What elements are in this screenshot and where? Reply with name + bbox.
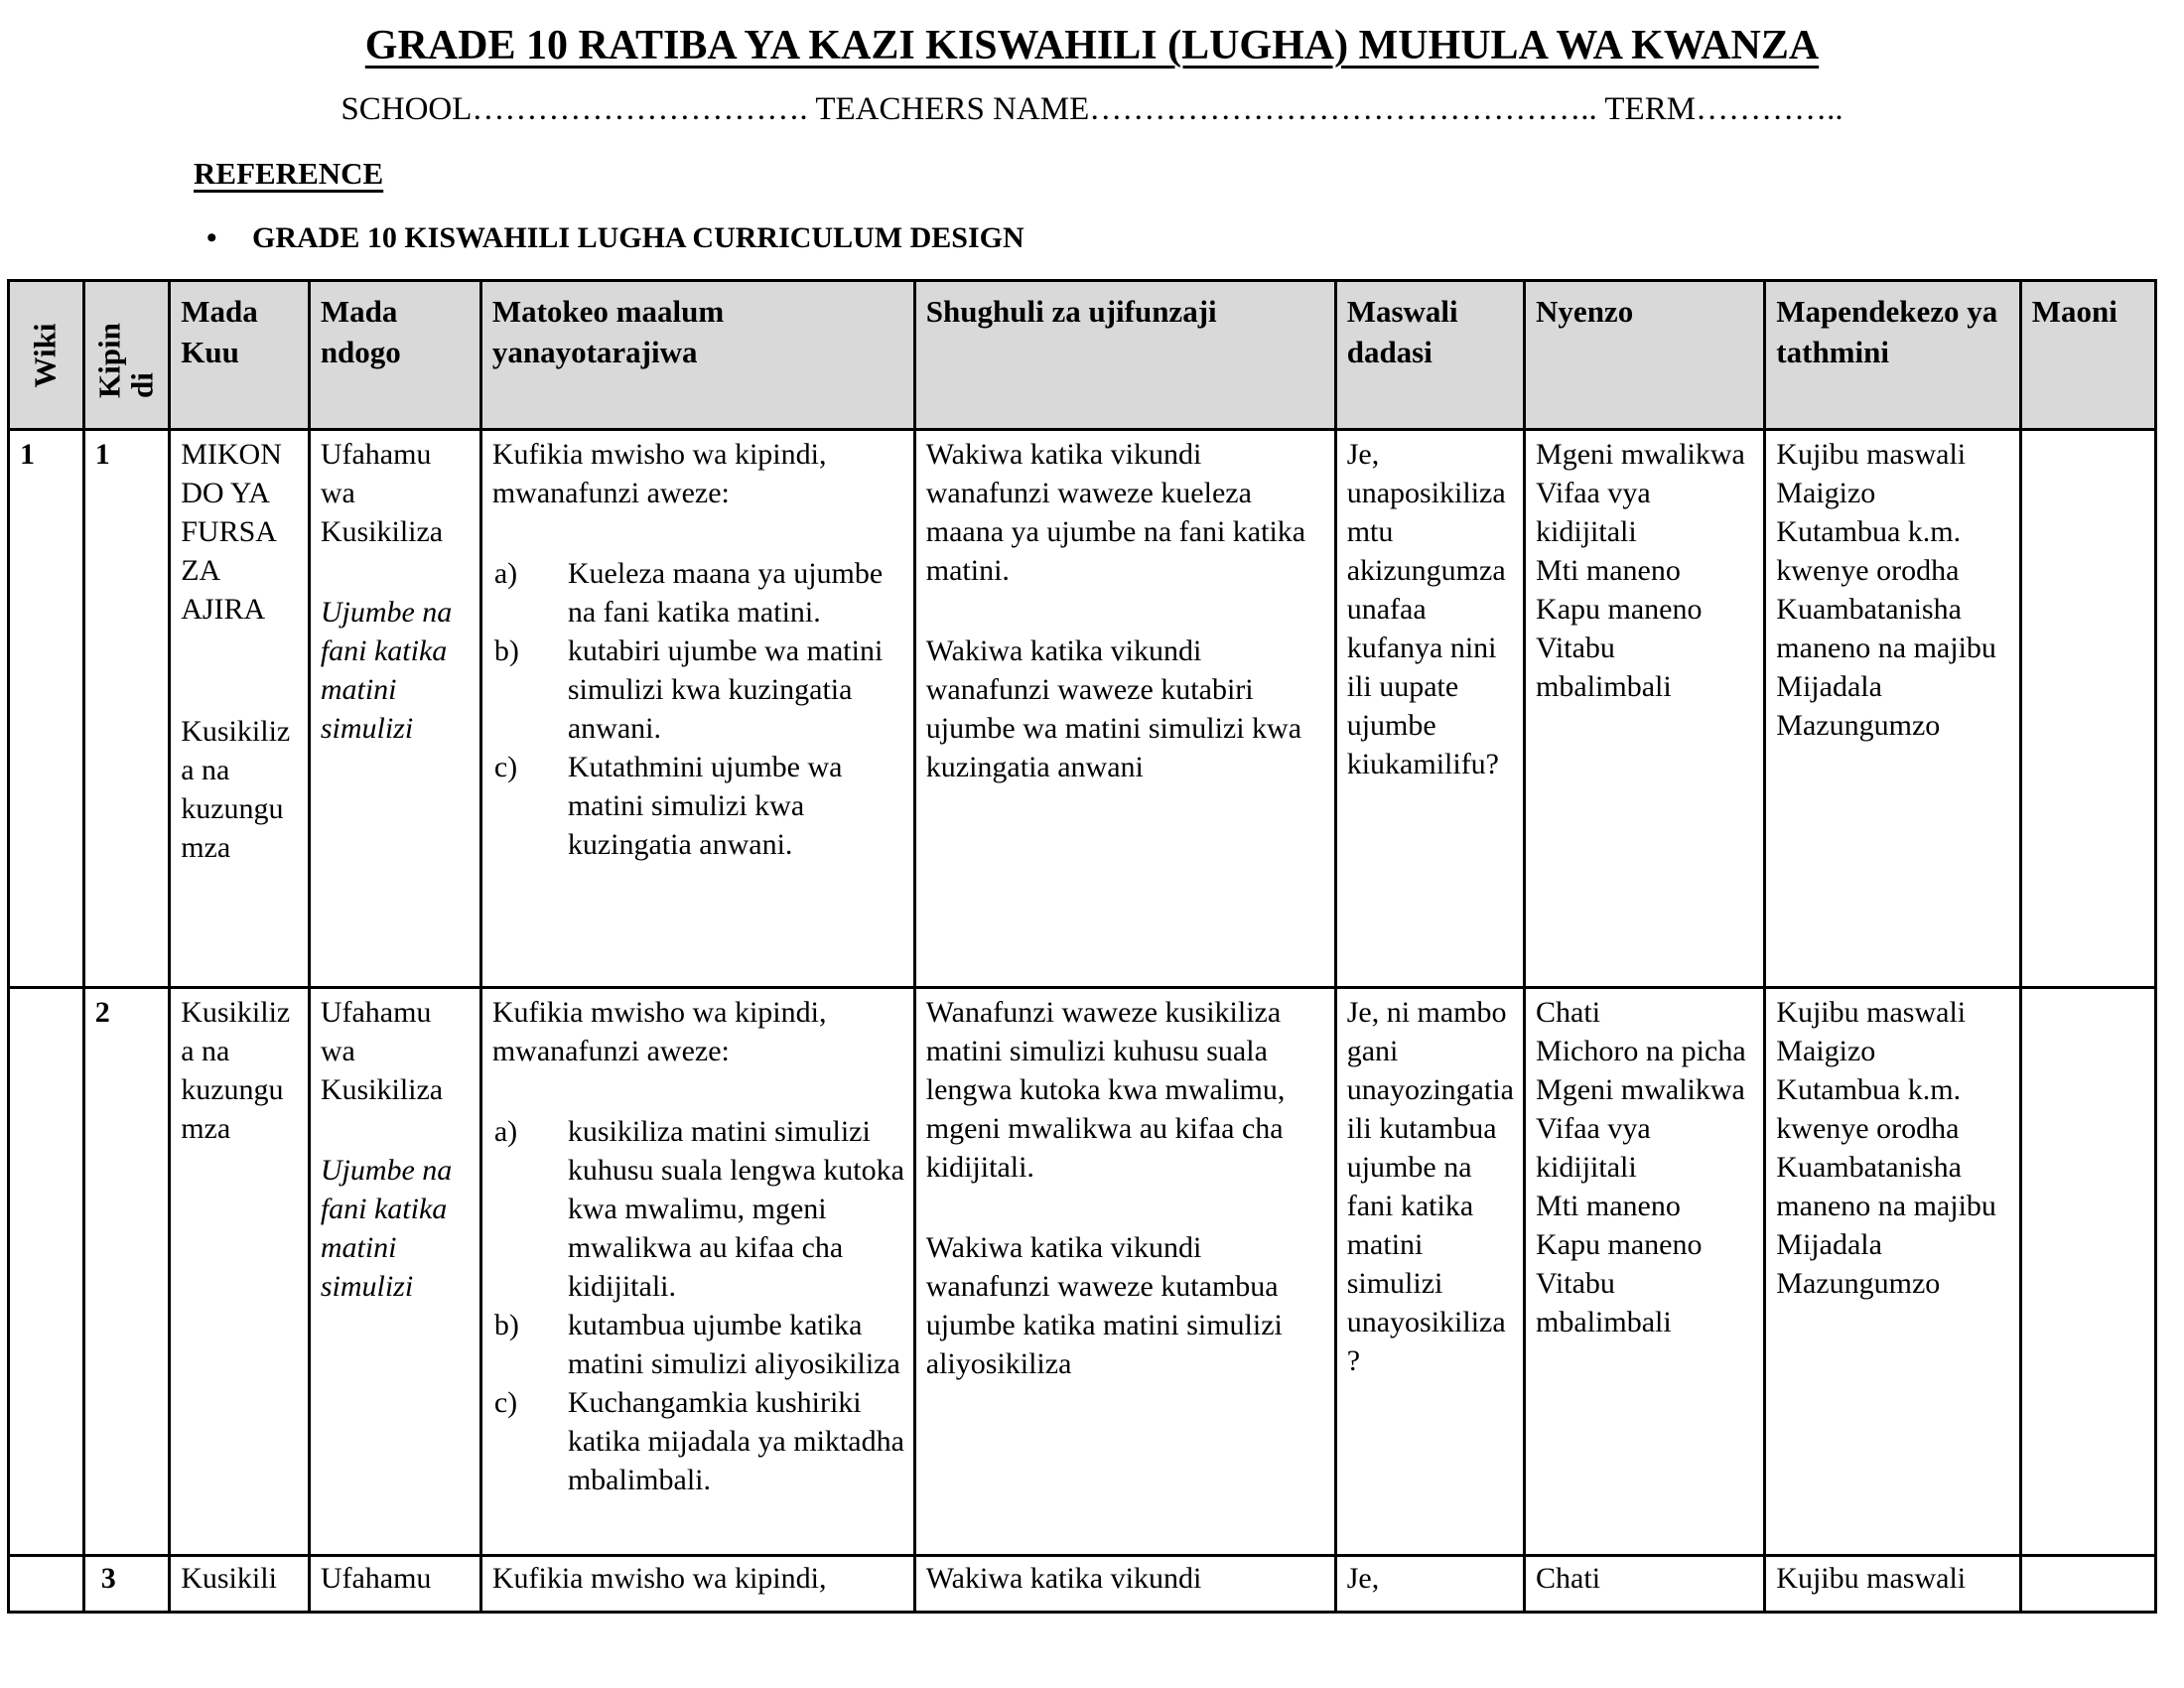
cell-maswali: Je, <box>1335 1556 1524 1613</box>
shughuli-paragraph: Wakiwa katika vikundi wanafunzi waweze kutabiri ujumbe wa matini simulizi kwa kuzingatia anwani <box>925 634 1302 784</box>
cell-nyenzo <box>1525 430 1765 988</box>
cell-matokeo: Kufikia mwisho wa kipindi, <box>480 1556 914 1613</box>
cell-maswali: Je, unaposikiliza mtu akizungumza unafaa kufanya nini ili uupate ujumbe kiukamilifu? <box>1335 430 1524 988</box>
matokeo-item: Kueleza maana ya ujumbe na fani katika matini. <box>567 557 884 630</box>
cell-maswali: Je, ni mambo gani unayozingatia ili kutambua ujumbe na fani katika matini simulizi unayosikiliza? <box>1335 988 1524 1556</box>
mapendekezo-item: Kuambatanisha maneno na majibu <box>1776 1151 1996 1223</box>
nyenzo-item: Vitabu mbalimbali <box>1536 1267 1672 1339</box>
cell-maoni <box>2020 430 2155 988</box>
column-header-mada-ndogo: Mada ndogo <box>309 281 480 430</box>
nyenzo-item: Chati <box>1536 996 1601 1030</box>
mapendekezo-item: Kuambatanisha maneno na majibu <box>1776 593 1996 665</box>
mapendekezo-item: Kutambua k.m. kwenye orodha <box>1776 1073 1962 1146</box>
nyenzo-item: Vifaa vya kidijitali <box>1536 1112 1651 1185</box>
cell-mapendekezo <box>1765 988 2020 1556</box>
mada-kuu-main: MIKONDO YA FURSA ZA AJIRA <box>181 438 282 627</box>
mada-kuu-strand: Kusikiliza na kuzungumza <box>181 996 291 1146</box>
shughuli-paragraph: Wakiwa katika vikundi wanafunzi waweze kueleza maana ya ujumbe na fani katika matini. <box>925 438 1306 588</box>
cell-maoni <box>2020 988 2155 1556</box>
cell-shughuli: Wakiwa katika vikundi <box>914 1556 1335 1613</box>
nyenzo-item: Mgeni mwalikwa <box>1536 438 1745 472</box>
nyenzo-item: Vitabu mbalimbali <box>1536 632 1672 704</box>
nyenzo-item: Mti maneno <box>1536 1190 1681 1223</box>
scheme-of-work-table <box>7 279 2157 1614</box>
shughuli-paragraph: Wanafunzi waweze kusikiliza matini simulizi kuhusu suala lengwa kutoka kwa mwalimu, mgeni mwalikwa au kifaa cha kidijitali. <box>925 996 1286 1185</box>
matokeo-item: kutambua ujumbe katika matini simulizi aliyosikiliza <box>567 1309 900 1381</box>
matokeo-item: Kuchangamkia kushiriki katika mijadala ya miktadha mbalimbali. <box>567 1386 904 1497</box>
table-header-row <box>9 281 2156 430</box>
bullet-icon: • <box>206 221 217 255</box>
cell-kipindi: 3 <box>83 1556 170 1613</box>
mapendekezo-item: Mazungumzo <box>1776 1267 1941 1301</box>
cell-nyenzo <box>1525 988 1765 1556</box>
mapendekezo-item: Mijadala <box>1776 670 1882 704</box>
matokeo-intro: Kufikia mwisho wa kipindi, mwanafunzi aweze: <box>491 438 827 510</box>
reference-heading: REFERENCE <box>194 156 384 192</box>
nyenzo-item: Mgeni mwalikwa <box>1536 1073 1745 1107</box>
cell-wiki <box>9 988 84 1556</box>
table-row <box>9 430 2156 988</box>
cell-nyenzo: Chati <box>1525 1556 1765 1613</box>
nyenzo-item: Kapu maneno <box>1536 593 1703 627</box>
matokeo-list <box>492 1112 905 1499</box>
cell-matokeo <box>480 988 914 1556</box>
cell-kipindi: 2 <box>83 988 170 1556</box>
matokeo-list <box>492 554 905 864</box>
mada-ndogo-subtopic: Ujumbe na fani katika matini simulizi <box>320 1154 453 1304</box>
cell-shughuli <box>914 988 1335 1556</box>
mada-ndogo-text: Ufahamu wa Kusikiliza <box>320 438 444 549</box>
nyenzo-item: Kapu maneno <box>1536 1228 1703 1262</box>
mapendekezo-item: Mijadala <box>1776 1228 1882 1262</box>
cell-mapendekezo: Kujibu maswali <box>1765 1556 2020 1613</box>
cell-mada-ndogo <box>309 988 480 1556</box>
cell-mada-kuu <box>170 430 310 988</box>
column-header-kipindi: Kipindi <box>83 281 170 430</box>
shughuli-paragraph: Wakiwa katika vikundi wanafunzi waweze kutambua ujumbe katika matini simulizi aliyosikiliza <box>925 1231 1283 1381</box>
cell-mada-kuu: Kusikili <box>170 1556 310 1613</box>
nyenzo-item: Michoro na picha <box>1536 1035 1746 1068</box>
cell-shughuli <box>914 430 1335 988</box>
mapendekezo-item: Kutambua k.m. kwenye orodha <box>1776 515 1962 588</box>
matokeo-item: kusikiliza matini simulizi kuhusu suala lengwa kutoka kwa mwalimu, mgeni mwalikwa au kifaa cha kidijitali. <box>567 1115 904 1304</box>
mapendekezo-item: Kujibu maswali <box>1776 438 1967 472</box>
table-row <box>9 988 2156 1556</box>
mada-ndogo-text: Ufahamu wa Kusikiliza <box>320 996 444 1107</box>
nyenzo-item: Mti maneno <box>1536 554 1681 588</box>
mapendekezo-item: Kujibu maswali <box>1776 996 1967 1030</box>
column-header-maswali: Maswali dadasi <box>1335 281 1524 430</box>
cell-mada-ndogo: Ufahamu <box>309 1556 480 1613</box>
column-header-wiki: Wiki <box>9 281 84 430</box>
nyenzo-item: Vifaa vya kidijitali <box>1536 477 1651 549</box>
mada-kuu-strand: Kusikiliza na kuzungumza <box>181 715 291 865</box>
column-header-maoni: Maoni <box>2020 281 2155 430</box>
matokeo-item: Kutathmini ujumbe wa matini simulizi kwa kuzingatia anwani. <box>567 751 843 862</box>
column-header-matokeo: Matokeo maalum yanayotarajiwa <box>480 281 914 430</box>
cell-mada-kuu <box>170 988 310 1556</box>
mapendekezo-item: Mazungumzo <box>1776 709 1941 743</box>
cell-mada-ndogo <box>309 430 480 988</box>
reference-bullet-item <box>206 221 2184 255</box>
cell-wiki: 1 <box>9 430 84 988</box>
cell-kipindi: 1 <box>83 430 170 988</box>
cell-wiki <box>9 1556 84 1613</box>
table-row-partial <box>9 1556 2156 1613</box>
cell-maoni <box>2020 1556 2155 1613</box>
mada-ndogo-subtopic: Ujumbe na fani katika matini simulizi <box>320 596 453 746</box>
mapendekezo-item: Maigizo <box>1776 1035 1876 1068</box>
reference-bullet-text: GRADE 10 KISWAHILI LUGHA CURRICULUM DESIGN <box>252 221 1024 255</box>
cell-matokeo <box>480 430 914 988</box>
mapendekezo-item: Maigizo <box>1776 477 1876 510</box>
school-teacher-term-line: SCHOOL…………………………. TEACHERS NAME……………………………………….. TERM………….. <box>341 91 1843 128</box>
page-title: GRADE 10 RATIBA YA KAZI KISWAHILI (LUGHA) MUHULA WA KWANZA <box>364 23 1820 69</box>
matokeo-intro: Kufikia mwisho wa kipindi, mwanafunzi aweze: <box>491 996 827 1068</box>
column-header-mapendekezo: Mapendekezo ya tathmini <box>1765 281 2020 430</box>
cell-mapendekezo <box>1765 430 2020 988</box>
matokeo-item: kutabiri ujumbe wa matini simulizi kwa kuzingatia anwani. <box>567 634 884 746</box>
column-header-nyenzo: Nyenzo <box>1525 281 1765 430</box>
column-header-shughuli: Shughuli za ujifunzaji <box>914 281 1335 430</box>
column-header-mada-kuu: Mada Kuu <box>170 281 310 430</box>
